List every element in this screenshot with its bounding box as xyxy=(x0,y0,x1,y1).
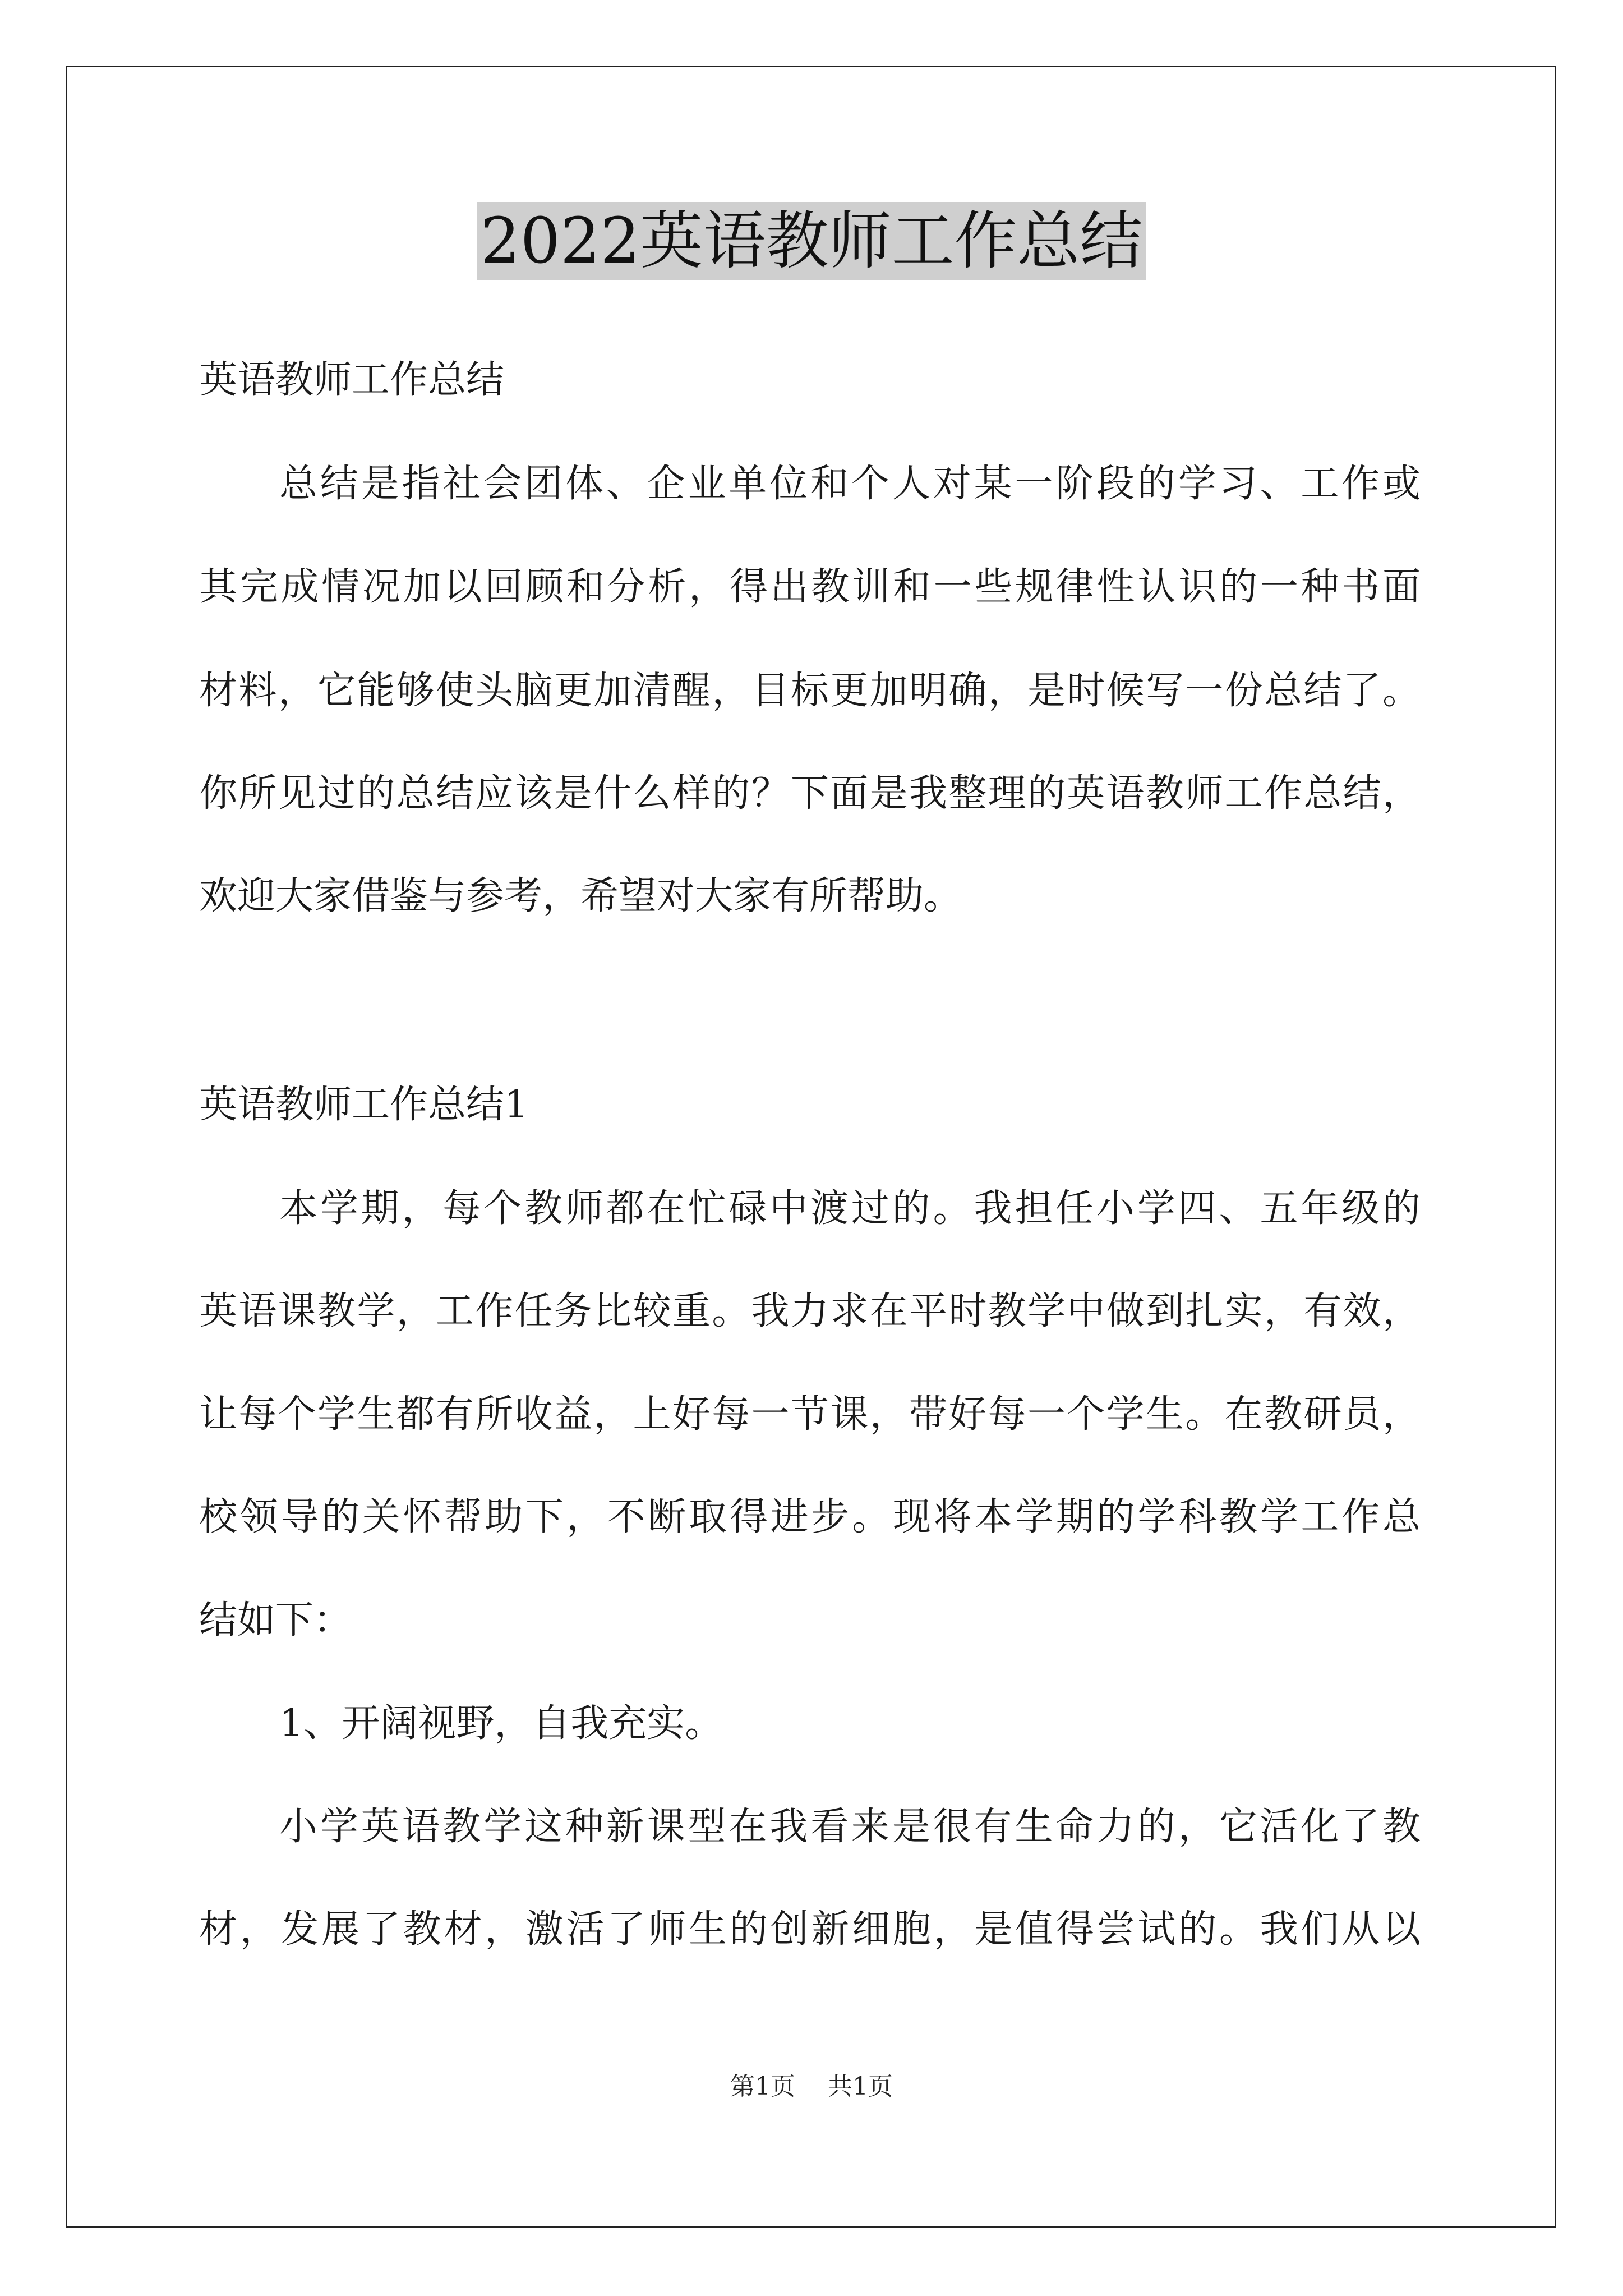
section-line: 本学期，每个教师都在忙碌中渡过的。我担任小学四、五年级的 xyxy=(279,1186,1421,1231)
point-line: 小学英语教学这种新课型在我看来是很有生命力的，它活化了教 xyxy=(279,1805,1421,1849)
page-footer xyxy=(0,2070,1623,2104)
document-subtitle: 英语教师工作总结 xyxy=(199,358,505,402)
section-line: 英语课教学，工作任务比较重。我力求在平时教学中做到扎实，有效， xyxy=(199,1289,1421,1333)
section-heading: 英语教师工作总结1 xyxy=(199,1083,529,1127)
point-line: 材，发展了教材，激活了师生的创新细胞，是值得尝试的。我们从以 xyxy=(199,1907,1421,1952)
point-heading: 1、开阔视野，自我充实。 xyxy=(279,1701,723,1746)
intro-line: 欢迎大家借鉴与参考，希望对大家有所帮助。 xyxy=(199,874,962,918)
section-line: 让每个学生都有所收益，上好每一节课，带好每一个学生。在教研员， xyxy=(199,1392,1421,1437)
intro-line: 其完成情况加以回顾和分析，得出教训和一些规律性认识的一种书面 xyxy=(199,565,1421,609)
intro-line: 总结是指社会团体、企业单位和个人对某一阶段的学习、工作或 xyxy=(279,462,1421,506)
document-title: 2022英语教师工作总结 xyxy=(477,202,1146,280)
intro-line: 你所见过的总结应该是什么样的？下面是我整理的英语教师工作总结， xyxy=(199,771,1421,816)
intro-line: 材料，它能够使头脑更加清醒，目标更加明确，是时候写一份总结了。 xyxy=(199,669,1421,713)
title-container xyxy=(0,202,1623,280)
section-line: 结如下： xyxy=(199,1598,352,1642)
section-line: 校领导的关怀帮助下，不断取得进步。现将本学期的学科教学工作总 xyxy=(199,1495,1421,1539)
page-number: 第1页 xyxy=(730,2072,795,2101)
page-total: 共1页 xyxy=(828,2072,893,2101)
